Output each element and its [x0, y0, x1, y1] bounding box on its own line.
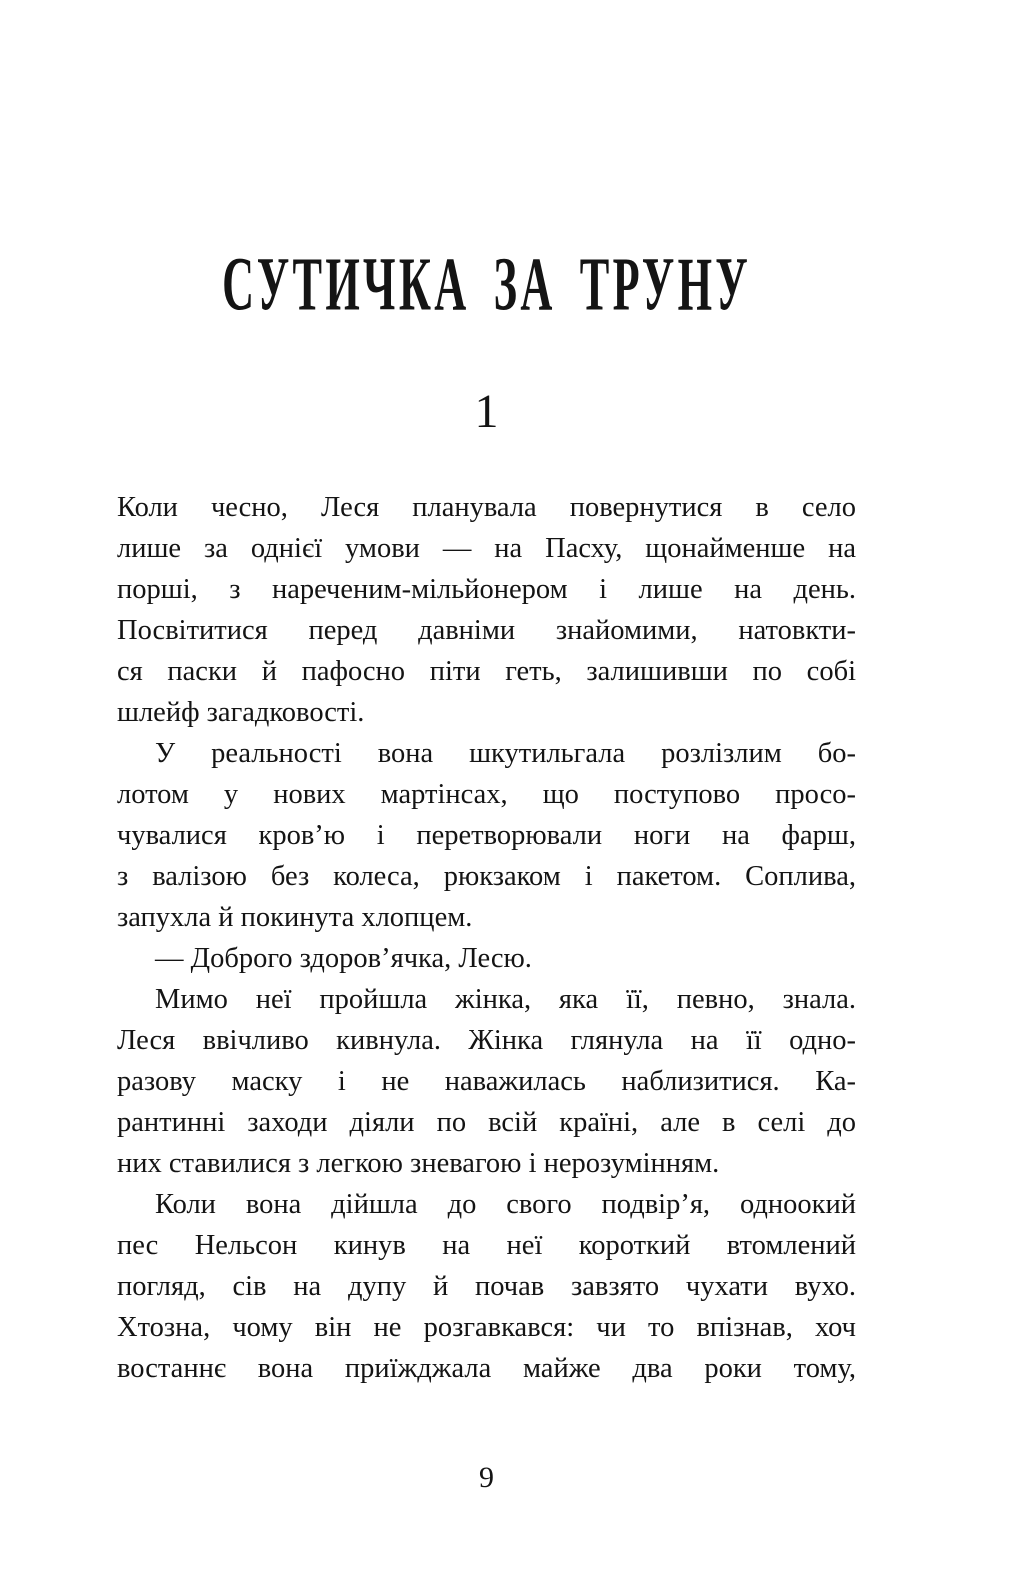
- text-line: рантинні заходи діяли по всій країні, але в селі до: [117, 1107, 856, 1138]
- text-line: ся паски й пафосно піти геть, залишивши по собі: [117, 656, 856, 687]
- text-line: У реальності вона шкутильгала розлізлим бо-: [155, 738, 856, 769]
- page-number: 9: [479, 1461, 494, 1494]
- text-line: лише за однієї умови — на Пасху, щонайменше на: [117, 533, 856, 564]
- text-line: Коли вона дійшла до свого подвір’я, одноокий: [155, 1189, 856, 1220]
- text-line: Коли чесно, Леся планувала повернутися в село: [117, 492, 856, 523]
- text-line: — Доброго здоров’ячка, Лесю.: [155, 943, 532, 974]
- text-line: чувалися кров’ю і перетворювали ноги на фарш,: [117, 820, 856, 851]
- text-line: запухла й покинута хлопцем.: [117, 902, 473, 933]
- text-line: Хтозна, чому він не розгавкався: чи то впізнав, хоч: [117, 1312, 856, 1343]
- body-text: [117, 487, 856, 1389]
- text-line: востаннє вона приїжджала майже два роки тому,: [117, 1353, 856, 1384]
- text-line: лотом у нових мартінсах, що поступово просо-: [117, 779, 856, 810]
- text-line: Леся ввічливо кивнула. Жінка глянула на її одно-: [117, 1025, 856, 1056]
- chapter-title-text: СУТИЧКА ЗА ТРУНУ: [221, 241, 751, 327]
- text-line: пес Нельсон кинув на неї короткий втомлений: [117, 1230, 856, 1261]
- text-line: погляд, сів на дупу й почав завзято чухати вухо.: [117, 1271, 856, 1302]
- text-line: з валізою без колеса, рюкзаком і пакетом. Соплива,: [117, 861, 856, 892]
- text-line: Посвітитися перед давніми знайомими, натовкти-: [117, 615, 856, 646]
- text-line: шлейф загадковості.: [117, 697, 365, 728]
- text-line: порші, з нареченим-мільйонером і лише на день.: [117, 574, 856, 605]
- text-line: разову маску і не наважилась наблизитися. Ка-: [117, 1066, 856, 1097]
- text-line: них ставилися з легкою зневагою і нерозумінням.: [117, 1148, 720, 1179]
- chapter-number: 1: [474, 385, 499, 438]
- text-line: Мимо неї пройшла жінка, яка її, певно, знала.: [155, 984, 856, 1015]
- chapter-title: [117, 240, 856, 328]
